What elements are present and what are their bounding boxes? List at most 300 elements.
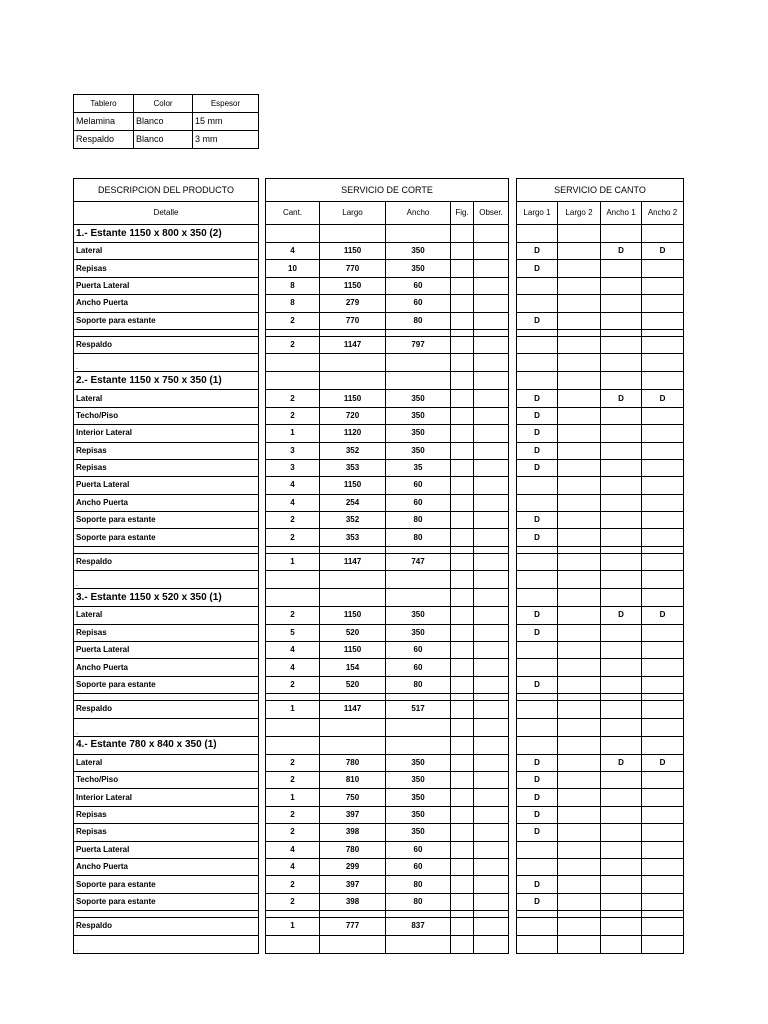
item-ancho: 80 xyxy=(386,512,451,529)
item-row xyxy=(517,442,684,459)
item-fig xyxy=(451,806,474,823)
item-row xyxy=(74,806,259,823)
canto-cell xyxy=(517,546,558,553)
item-ancho: 350 xyxy=(386,824,451,841)
item-ancho: 80 xyxy=(386,529,451,546)
canto-cell xyxy=(558,553,601,570)
canto-cell xyxy=(601,571,642,589)
item-obser xyxy=(474,512,509,529)
item-row xyxy=(74,893,259,910)
gap-row xyxy=(266,694,509,701)
item-obser xyxy=(474,277,509,294)
item-cant: 4 xyxy=(266,477,320,494)
item-cant: 4 xyxy=(266,659,320,676)
item-fig xyxy=(451,659,474,676)
corte-cell xyxy=(320,911,386,918)
item-row xyxy=(266,841,509,858)
corte-cell xyxy=(320,571,386,589)
item-ancho2: D xyxy=(642,754,684,771)
item-row xyxy=(266,806,509,823)
item-cant: 2 xyxy=(266,607,320,624)
canto-cell xyxy=(558,694,601,701)
item-ancho2 xyxy=(642,277,684,294)
item-largo1: D xyxy=(517,607,558,624)
corte-cell xyxy=(266,354,320,372)
item-ancho1 xyxy=(601,659,642,676)
respaldo-ancho: 837 xyxy=(386,918,451,935)
item-ancho: 350 xyxy=(386,407,451,424)
respaldo-detail: Respaldo xyxy=(74,336,259,353)
blank-row xyxy=(266,571,509,589)
item-detail: Soporte para estante xyxy=(74,676,259,693)
corte-cell xyxy=(266,589,320,607)
respaldo-cant: 2 xyxy=(266,336,320,353)
item-fig xyxy=(451,824,474,841)
corte-cell xyxy=(451,546,474,553)
gap-row xyxy=(517,694,684,701)
item-largo1 xyxy=(517,841,558,858)
corte-cell xyxy=(474,911,509,918)
item-row xyxy=(74,789,259,806)
item-detail: Techo/Piso xyxy=(74,407,259,424)
item-row xyxy=(266,824,509,841)
section-title-row xyxy=(74,225,259,243)
canto-cell xyxy=(517,694,558,701)
canto-cell xyxy=(558,225,601,243)
corte-cell xyxy=(451,329,474,336)
item-ancho2 xyxy=(642,529,684,546)
item-obser xyxy=(474,806,509,823)
item-row xyxy=(266,243,509,260)
respaldo-largo: 1147 xyxy=(320,701,386,718)
item-largo: 1150 xyxy=(320,477,386,494)
item-ancho: 350 xyxy=(386,624,451,641)
item-cant: 4 xyxy=(266,642,320,659)
item-row xyxy=(517,607,684,624)
item-cant: 2 xyxy=(266,876,320,893)
section-title-row xyxy=(74,589,259,607)
canto-cell xyxy=(558,918,601,935)
item-row xyxy=(74,477,259,494)
item-largo2 xyxy=(558,876,601,893)
item-obser xyxy=(474,407,509,424)
item-largo2 xyxy=(558,789,601,806)
item-row xyxy=(74,676,259,693)
item-row xyxy=(74,442,259,459)
item-ancho1: D xyxy=(601,243,642,260)
item-obser xyxy=(474,841,509,858)
item-cant: 3 xyxy=(266,442,320,459)
item-detail: Repisas xyxy=(74,260,259,277)
item-cant: 5 xyxy=(266,624,320,641)
respaldo-largo: 1147 xyxy=(320,553,386,570)
item-largo2 xyxy=(558,858,601,875)
section-title-row xyxy=(74,372,259,390)
item-obser xyxy=(474,858,509,875)
item-ancho2 xyxy=(642,806,684,823)
item-largo2 xyxy=(558,442,601,459)
item-largo2 xyxy=(558,893,601,910)
item-largo2 xyxy=(558,624,601,641)
blank-row xyxy=(266,718,509,736)
item-fig xyxy=(451,442,474,459)
item-largo: 397 xyxy=(320,876,386,893)
item-largo: 1150 xyxy=(320,642,386,659)
item-largo: 750 xyxy=(320,789,386,806)
item-fig xyxy=(451,494,474,511)
canto-cell xyxy=(517,736,558,754)
item-obser xyxy=(474,659,509,676)
corte-cell xyxy=(386,546,451,553)
item-largo2 xyxy=(558,312,601,329)
item-obser xyxy=(474,442,509,459)
item-detail: Soporte para estante xyxy=(74,512,259,529)
item-largo: 299 xyxy=(320,858,386,875)
item-largo: 1120 xyxy=(320,425,386,442)
item-largo: 770 xyxy=(320,312,386,329)
respaldo-ancho: 797 xyxy=(386,336,451,353)
item-ancho2 xyxy=(642,876,684,893)
respaldo-row xyxy=(266,336,509,353)
item-largo1: D xyxy=(517,390,558,407)
product-description-table xyxy=(73,178,259,954)
item-row xyxy=(74,494,259,511)
materials-cell: 15 mm xyxy=(193,113,259,131)
item-detail: Soporte para estante xyxy=(74,529,259,546)
canto-cell xyxy=(601,694,642,701)
corte-col-header: Obser. xyxy=(474,202,509,225)
item-ancho2 xyxy=(642,312,684,329)
canto-cell xyxy=(558,372,601,390)
item-largo: 520 xyxy=(320,676,386,693)
respaldo-row xyxy=(74,701,259,718)
canto-cell xyxy=(642,372,684,390)
section-title-row xyxy=(74,736,259,754)
corte-cell xyxy=(266,546,320,553)
canto-cell xyxy=(601,546,642,553)
materials-header-cell: Espesor xyxy=(193,95,259,113)
item-row xyxy=(74,529,259,546)
item-largo: 1150 xyxy=(320,277,386,294)
item-obser xyxy=(474,494,509,511)
corte-cell xyxy=(266,329,320,336)
canto-header-title: SERVICIO DE CANTO xyxy=(517,179,684,202)
corte-cell xyxy=(451,372,474,390)
item-largo1: D xyxy=(517,512,558,529)
canto-cell xyxy=(642,336,684,353)
item-largo2 xyxy=(558,642,601,659)
item-ancho: 60 xyxy=(386,642,451,659)
item-row xyxy=(266,624,509,641)
item-fig xyxy=(451,529,474,546)
item-cant: 2 xyxy=(266,806,320,823)
canto-col-header: Ancho 2 xyxy=(642,202,684,225)
corte-cell xyxy=(386,589,451,607)
item-ancho: 35 xyxy=(386,459,451,476)
item-largo2 xyxy=(558,243,601,260)
item-largo: 398 xyxy=(320,824,386,841)
item-ancho2 xyxy=(642,841,684,858)
canto-cell xyxy=(558,718,601,736)
item-largo1: D xyxy=(517,459,558,476)
item-largo2 xyxy=(558,494,601,511)
item-ancho2 xyxy=(642,407,684,424)
item-row xyxy=(266,390,509,407)
item-ancho2: D xyxy=(642,390,684,407)
respaldo-largo: 1147 xyxy=(320,336,386,353)
item-ancho: 60 xyxy=(386,858,451,875)
canto-cell xyxy=(642,911,684,918)
corte-cell xyxy=(320,329,386,336)
item-cant: 2 xyxy=(266,512,320,529)
canto-cell xyxy=(517,918,558,935)
item-ancho2 xyxy=(642,858,684,875)
section-title-row xyxy=(517,225,684,243)
corte-cell xyxy=(451,935,474,953)
canto-cell xyxy=(517,911,558,918)
corte-cell xyxy=(474,225,509,243)
blank-row xyxy=(266,935,509,953)
canto-cell xyxy=(642,918,684,935)
item-largo1: D xyxy=(517,243,558,260)
item-row xyxy=(74,624,259,641)
item-row xyxy=(517,407,684,424)
respaldo-detail: Respaldo xyxy=(74,918,259,935)
item-ancho1 xyxy=(601,824,642,841)
item-fig xyxy=(451,858,474,875)
item-row xyxy=(266,442,509,459)
item-row xyxy=(517,459,684,476)
item-largo2 xyxy=(558,390,601,407)
item-ancho1 xyxy=(601,806,642,823)
corte-cell xyxy=(386,736,451,754)
item-obser xyxy=(474,893,509,910)
item-detail: Soporte para estante xyxy=(74,312,259,329)
canto-cell xyxy=(601,553,642,570)
item-largo: 780 xyxy=(320,841,386,858)
item-ancho2 xyxy=(642,659,684,676)
item-ancho2 xyxy=(642,642,684,659)
item-cant: 2 xyxy=(266,407,320,424)
item-fig xyxy=(451,390,474,407)
item-row xyxy=(74,841,259,858)
item-row xyxy=(74,295,259,312)
canto-cell xyxy=(517,701,558,718)
item-row xyxy=(266,642,509,659)
canto-cell xyxy=(517,225,558,243)
item-detail: Repisas xyxy=(74,824,259,841)
item-ancho1 xyxy=(601,277,642,294)
item-row xyxy=(517,824,684,841)
item-ancho: 60 xyxy=(386,841,451,858)
blank-row xyxy=(74,571,259,589)
item-obser xyxy=(474,260,509,277)
canto-cell xyxy=(558,571,601,589)
item-largo1 xyxy=(517,277,558,294)
corte-cell xyxy=(451,354,474,372)
canto-cell xyxy=(517,718,558,736)
item-largo2 xyxy=(558,676,601,693)
canto-cell xyxy=(517,354,558,372)
respaldo-row xyxy=(517,918,684,935)
corte-cell xyxy=(266,571,320,589)
item-fig xyxy=(451,676,474,693)
corte-cell xyxy=(266,736,320,754)
item-largo1: D xyxy=(517,425,558,442)
item-fig xyxy=(451,312,474,329)
item-largo2 xyxy=(558,771,601,788)
materials-row xyxy=(74,131,259,149)
item-largo1: D xyxy=(517,407,558,424)
section-title-row xyxy=(266,225,509,243)
item-detail: Ancho Puerta xyxy=(74,858,259,875)
gap-cell xyxy=(74,911,259,918)
item-fig xyxy=(451,642,474,659)
corte-cell xyxy=(451,225,474,243)
detalle-header: Detalle xyxy=(74,202,259,225)
respaldo-row xyxy=(517,336,684,353)
item-ancho: 60 xyxy=(386,494,451,511)
canto-cell xyxy=(601,336,642,353)
item-ancho2: D xyxy=(642,243,684,260)
item-row xyxy=(266,893,509,910)
blank-row xyxy=(517,718,684,736)
item-row xyxy=(74,425,259,442)
canto-col-header: Largo 2 xyxy=(558,202,601,225)
item-largo1 xyxy=(517,295,558,312)
item-largo: 770 xyxy=(320,260,386,277)
respaldo-cant: 1 xyxy=(266,553,320,570)
item-row xyxy=(517,260,684,277)
item-ancho: 60 xyxy=(386,295,451,312)
item-row xyxy=(517,494,684,511)
item-ancho: 80 xyxy=(386,312,451,329)
item-ancho: 60 xyxy=(386,277,451,294)
item-largo: 154 xyxy=(320,659,386,676)
gap-row xyxy=(266,329,509,336)
item-largo: 397 xyxy=(320,806,386,823)
canto-cell xyxy=(601,935,642,953)
item-detail: Interior Lateral xyxy=(74,789,259,806)
canto-cell xyxy=(601,329,642,336)
materials-cell: Melamina xyxy=(74,113,134,131)
canto-cell xyxy=(601,372,642,390)
item-detail: Ancho Puerta xyxy=(74,659,259,676)
corte-cell xyxy=(451,571,474,589)
item-largo2 xyxy=(558,512,601,529)
canto-cell xyxy=(558,701,601,718)
canto-cell xyxy=(642,546,684,553)
item-cant: 8 xyxy=(266,295,320,312)
corte-cell xyxy=(266,911,320,918)
materials-header-cell: Color xyxy=(134,95,193,113)
item-largo1 xyxy=(517,477,558,494)
item-row xyxy=(74,754,259,771)
item-row xyxy=(266,295,509,312)
canto-cell xyxy=(601,911,642,918)
item-largo1: D xyxy=(517,771,558,788)
item-fig xyxy=(451,243,474,260)
section-title-row xyxy=(517,736,684,754)
item-ancho1 xyxy=(601,876,642,893)
item-ancho2 xyxy=(642,260,684,277)
item-fig xyxy=(451,407,474,424)
respaldo-fig xyxy=(451,336,474,353)
corte-cell xyxy=(474,354,509,372)
canto-cell xyxy=(642,329,684,336)
respaldo-detail: Respaldo xyxy=(74,701,259,718)
canto-cell xyxy=(642,553,684,570)
corte-cell xyxy=(386,911,451,918)
item-ancho: 350 xyxy=(386,789,451,806)
blank-row xyxy=(74,935,259,953)
blank-row xyxy=(517,571,684,589)
item-row xyxy=(74,312,259,329)
item-row xyxy=(266,754,509,771)
respaldo-row xyxy=(74,918,259,935)
item-fig xyxy=(451,512,474,529)
item-ancho: 350 xyxy=(386,442,451,459)
item-row xyxy=(266,512,509,529)
item-largo: 520 xyxy=(320,624,386,641)
item-row xyxy=(517,771,684,788)
blank-row xyxy=(517,935,684,953)
respaldo-row xyxy=(266,553,509,570)
item-fig xyxy=(451,459,474,476)
item-largo2 xyxy=(558,806,601,823)
section-title: 1.- Estante 1150 x 800 x 350 (2) xyxy=(74,225,259,243)
gap-row xyxy=(74,911,259,918)
item-obser xyxy=(474,477,509,494)
corte-cell xyxy=(266,372,320,390)
item-largo2 xyxy=(558,260,601,277)
item-largo: 353 xyxy=(320,459,386,476)
item-row xyxy=(517,529,684,546)
item-detail: Puerta Lateral xyxy=(74,841,259,858)
gap-cell xyxy=(74,546,259,553)
corte-subheader-row xyxy=(266,202,509,225)
corte-cell xyxy=(451,694,474,701)
item-row xyxy=(517,876,684,893)
canto-cell xyxy=(642,935,684,953)
item-obser xyxy=(474,754,509,771)
item-ancho2 xyxy=(642,442,684,459)
item-largo1: D xyxy=(517,754,558,771)
canto-cell xyxy=(601,718,642,736)
item-row xyxy=(74,607,259,624)
corte-cell xyxy=(320,694,386,701)
item-obser xyxy=(474,771,509,788)
item-ancho2: D xyxy=(642,607,684,624)
item-detail: Repisas xyxy=(74,442,259,459)
gap-row xyxy=(517,329,684,336)
corte-cell xyxy=(320,372,386,390)
canto-col-header: Ancho 1 xyxy=(601,202,642,225)
corte-cell xyxy=(266,694,320,701)
canto-cell xyxy=(601,225,642,243)
canto-cell xyxy=(642,736,684,754)
item-fig xyxy=(451,295,474,312)
item-cant: 8 xyxy=(266,277,320,294)
item-detail: Repisas xyxy=(74,806,259,823)
section-title: 3.- Estante 1150 x 520 x 350 (1) xyxy=(74,589,259,607)
product-subheader-row xyxy=(74,202,259,225)
item-obser xyxy=(474,390,509,407)
corte-cell xyxy=(474,329,509,336)
item-largo2 xyxy=(558,459,601,476)
respaldo-detail: Respaldo xyxy=(74,553,259,570)
item-row xyxy=(74,407,259,424)
